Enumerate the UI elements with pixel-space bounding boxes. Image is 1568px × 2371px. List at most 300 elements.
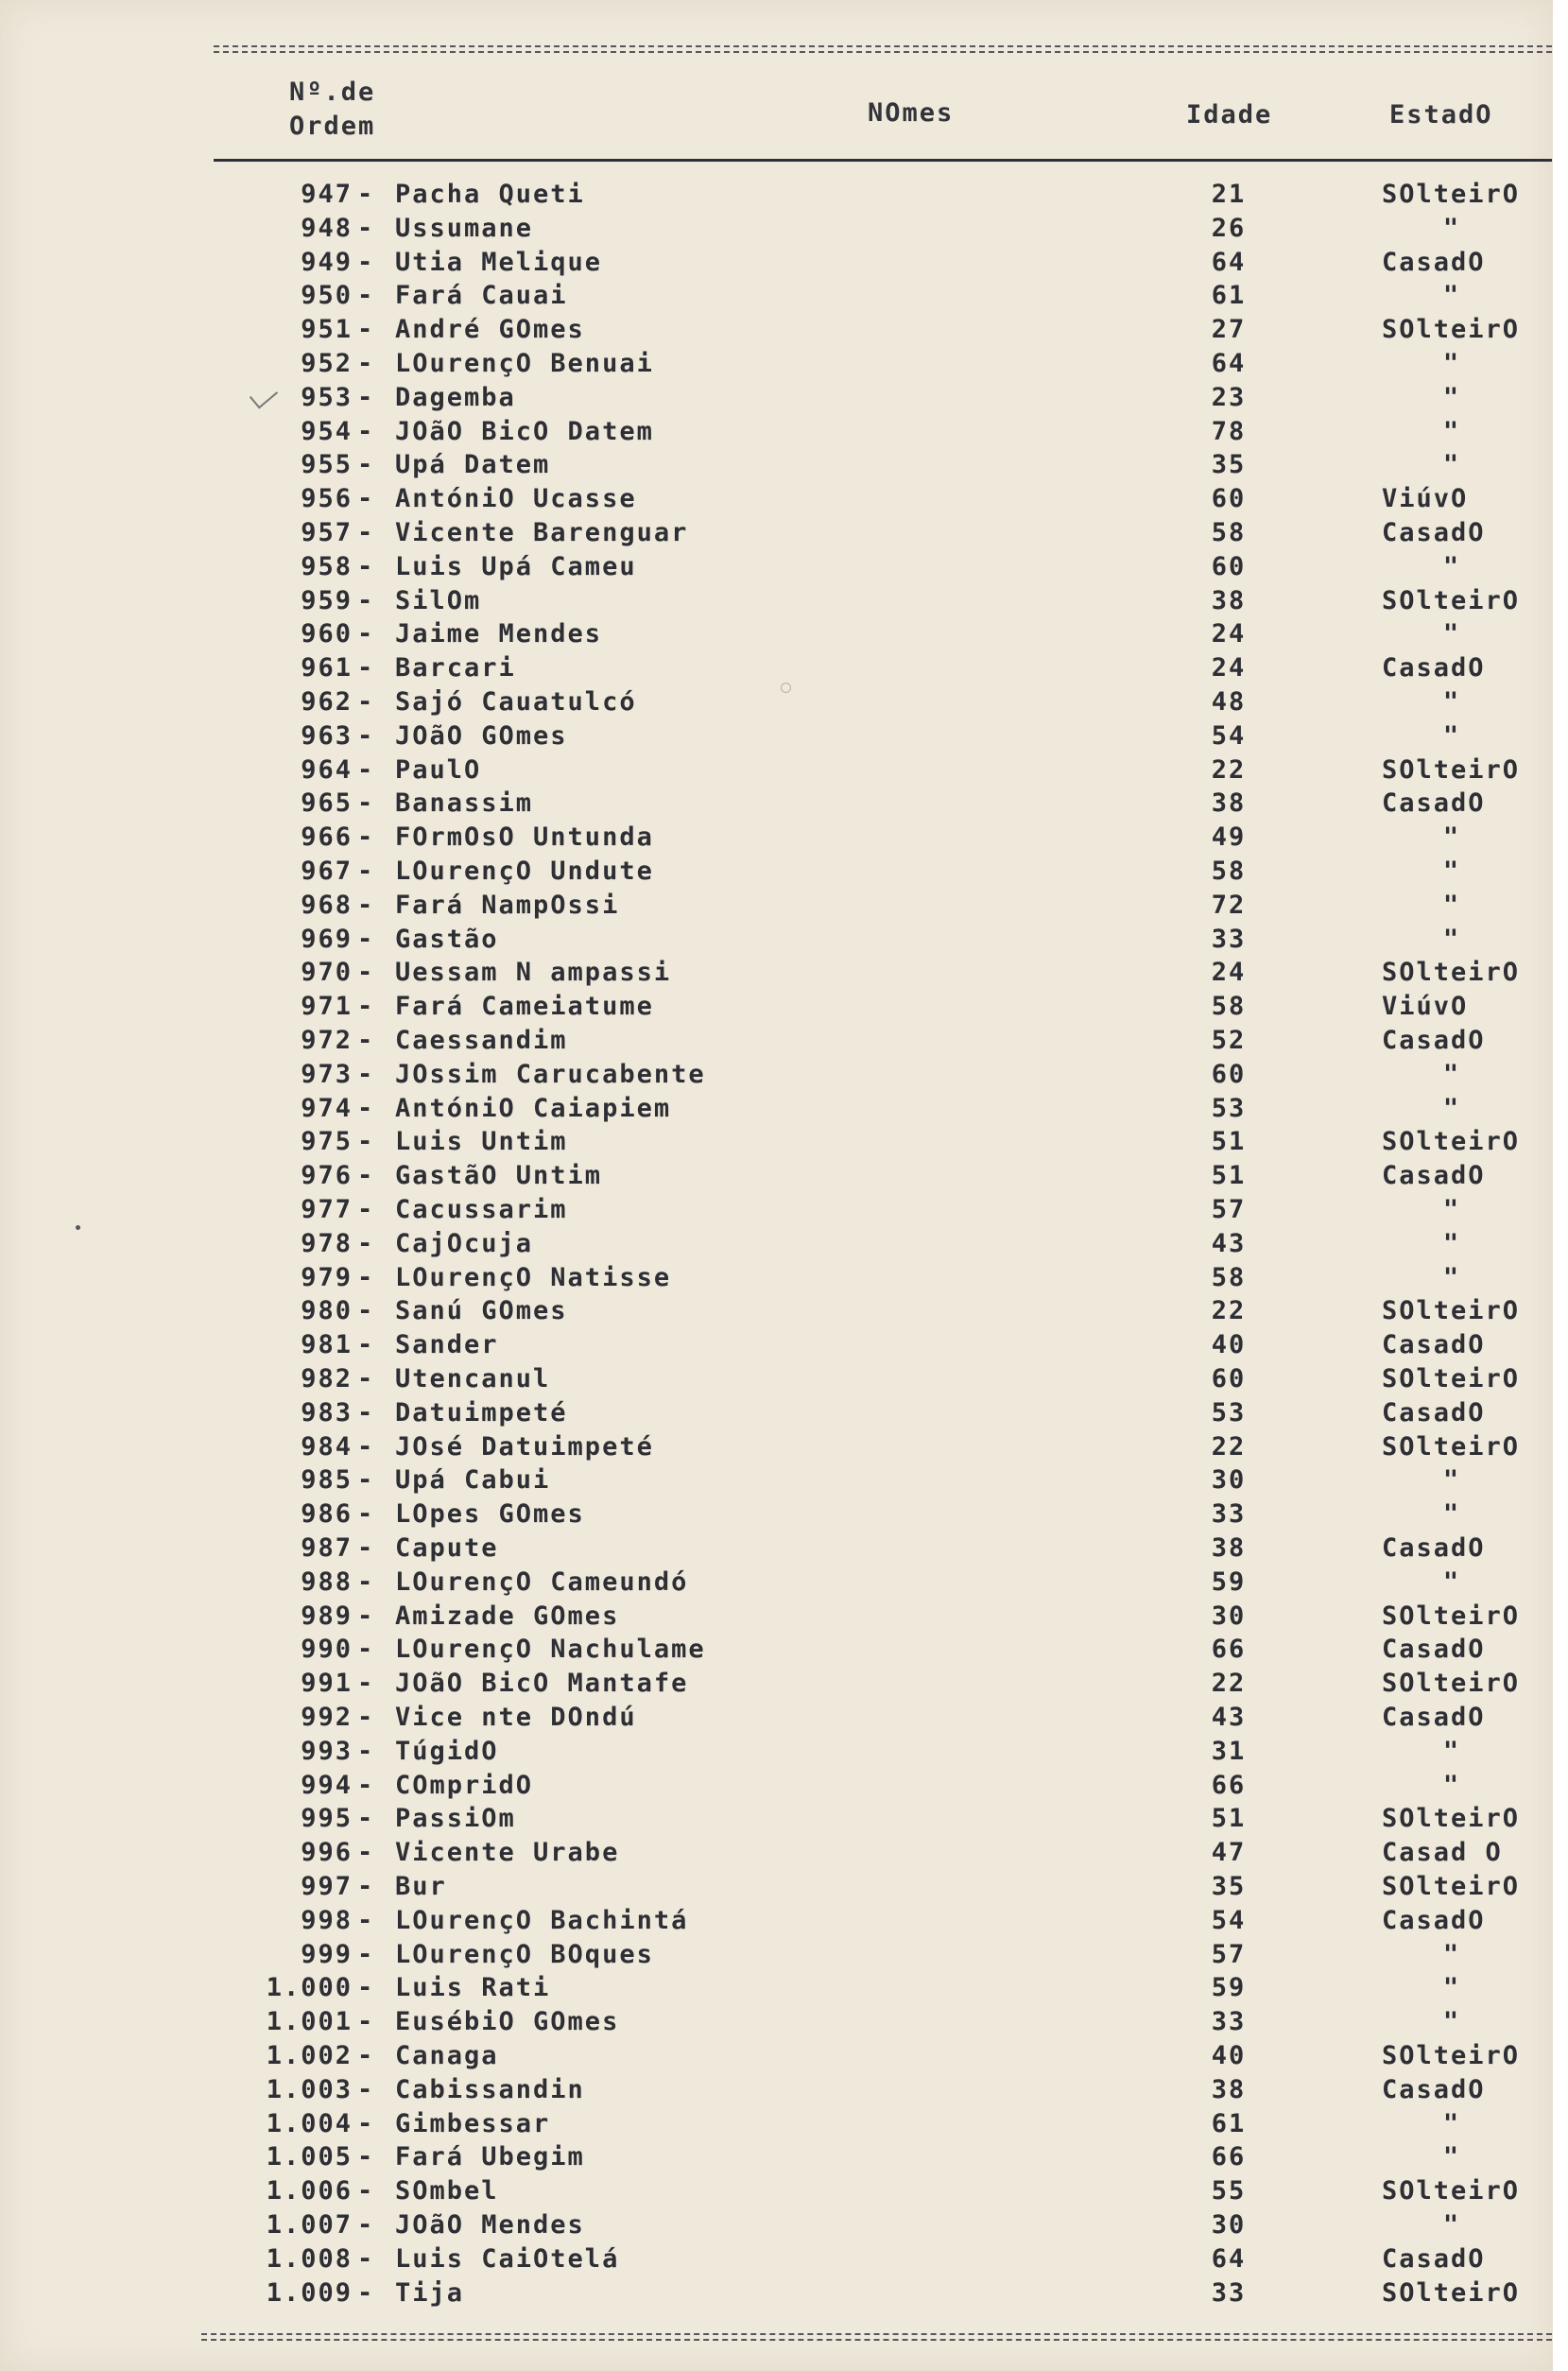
separator-dash: - <box>357 484 375 513</box>
order-number: 976 <box>301 1161 353 1190</box>
separator-dash: - <box>357 1364 375 1393</box>
order-number: 1.007 <box>266 2210 353 2240</box>
order-number: 964 <box>301 755 353 785</box>
marital-status: " <box>1442 2210 1461 2240</box>
marital-status: " <box>1442 891 1461 920</box>
table-row <box>0 925 1553 959</box>
separator-dash: - <box>357 1465 375 1495</box>
age-value: 27 <box>1211 315 1247 344</box>
order-number: 984 <box>301 1432 353 1462</box>
age-value: 53 <box>1211 1094 1247 1123</box>
order-number: 999 <box>301 1940 353 1969</box>
separator-dash: - <box>357 180 375 209</box>
person-name: Fará Cauai <box>395 281 568 310</box>
order-number: 958 <box>301 552 353 581</box>
order-number: 993 <box>301 1737 353 1766</box>
separator-dash: - <box>357 1229 375 1258</box>
age-value: 60 <box>1211 1364 1247 1393</box>
age-value: 51 <box>1211 1161 1247 1190</box>
age-value: 38 <box>1211 788 1247 818</box>
person-name: JOãO BicO Datem <box>395 417 654 446</box>
age-value: 72 <box>1211 891 1247 920</box>
table-row <box>0 687 1553 721</box>
table-row <box>0 1330 1553 1364</box>
separator-dash: - <box>357 1838 375 1867</box>
separator-dash: - <box>357 1026 375 1055</box>
person-name: Sajó Cauatulcó <box>395 687 637 717</box>
marital-status: SOlteirO <box>1382 1872 1521 1901</box>
order-number: 971 <box>301 992 353 1021</box>
order-number: 967 <box>301 857 353 886</box>
marital-status: SOlteirO <box>1382 315 1521 344</box>
order-number: 966 <box>301 822 353 852</box>
person-name: AntóniO Ucasse <box>395 484 637 513</box>
separator-dash: - <box>357 2210 375 2240</box>
order-number: 978 <box>301 1229 353 1258</box>
marital-status: " <box>1442 2109 1461 2138</box>
marital-status: " <box>1442 619 1461 649</box>
separator-dash: - <box>357 2278 375 2308</box>
marital-status: CasadO <box>1382 788 1486 818</box>
person-name: Banassim <box>395 788 534 818</box>
age-value: 38 <box>1211 586 1247 615</box>
age-value: 40 <box>1211 1330 1247 1359</box>
table-row <box>0 1973 1553 2007</box>
table-row <box>0 1296 1553 1330</box>
age-value: 33 <box>1211 2007 1247 2036</box>
separator-dash: - <box>357 721 375 751</box>
separator-dash: - <box>357 518 375 547</box>
marital-status: CasadO <box>1382 1330 1486 1359</box>
age-value: 30 <box>1211 2210 1247 2240</box>
order-number: 977 <box>301 1195 353 1224</box>
age-value: 49 <box>1211 822 1247 852</box>
person-name: Cacussarim <box>395 1195 568 1224</box>
marital-status: " <box>1442 2007 1461 2036</box>
separator-dash: - <box>357 1635 375 1664</box>
person-name: Tija <box>395 2278 465 2308</box>
page-margin <box>1553 0 1568 2371</box>
separator-dash: - <box>357 1398 375 1428</box>
age-value: 58 <box>1211 992 1247 1021</box>
person-name: LOurençO Natisse <box>395 1263 672 1292</box>
age-value: 35 <box>1211 450 1247 479</box>
separator-dash: - <box>357 1940 375 1969</box>
age-value: 54 <box>1211 721 1247 751</box>
age-value: 58 <box>1211 518 1247 547</box>
age-value: 57 <box>1211 1195 1247 1224</box>
separator-dash: - <box>357 248 375 277</box>
separator-dash: - <box>357 2007 375 2036</box>
marital-status: SOlteirO <box>1382 1127 1521 1156</box>
table-row <box>0 2210 1553 2244</box>
person-name: CajOcuja <box>395 1229 534 1258</box>
age-value: 23 <box>1211 383 1247 412</box>
marital-status: CasadO <box>1382 2075 1486 2104</box>
order-number: 1.001 <box>266 2007 353 2036</box>
person-name: Luis Untim <box>395 1127 568 1156</box>
marital-status: ViúvO <box>1382 484 1469 513</box>
marital-status: CasadO <box>1382 1906 1486 1935</box>
age-value: 64 <box>1211 2244 1247 2274</box>
age-value: 48 <box>1211 687 1247 717</box>
age-value: 55 <box>1211 2176 1247 2206</box>
person-name: EusébiO GOmes <box>395 2007 620 2036</box>
separator-dash: - <box>357 1499 375 1529</box>
header-estado: EstadO <box>1389 100 1493 130</box>
marital-status: " <box>1442 1567 1461 1597</box>
person-name: LOurençO Undute <box>395 857 654 886</box>
table-row <box>0 958 1553 992</box>
table-row <box>0 1364 1553 1398</box>
order-number: 1.004 <box>266 2109 353 2138</box>
age-value: 33 <box>1211 1499 1247 1529</box>
marital-status: CasadO <box>1382 1398 1486 1428</box>
separator-dash: - <box>357 417 375 446</box>
table-row <box>0 2075 1553 2109</box>
order-number: 992 <box>301 1703 353 1732</box>
marital-status: " <box>1442 1094 1461 1123</box>
table-row <box>0 1669 1553 1703</box>
separator-dash: - <box>357 1567 375 1597</box>
age-value: 60 <box>1211 1060 1247 1089</box>
separator-dash: - <box>357 857 375 886</box>
age-value: 40 <box>1211 2041 1247 2070</box>
marital-status: " <box>1442 349 1461 378</box>
order-number: 955 <box>301 450 353 479</box>
table-row <box>0 2176 1553 2210</box>
marital-status: " <box>1442 214 1461 243</box>
separator-dash: - <box>357 755 375 785</box>
header-nomes: NOmes <box>868 98 955 128</box>
order-number: 991 <box>301 1669 353 1698</box>
marital-status: " <box>1442 1465 1461 1495</box>
age-value: 30 <box>1211 1601 1247 1631</box>
person-name: SOmbel <box>395 2176 499 2206</box>
order-number: 1.005 <box>266 2142 353 2172</box>
order-number: 960 <box>301 619 353 649</box>
separator-dash: - <box>357 1161 375 1190</box>
separator-dash: - <box>357 1195 375 1224</box>
table-row <box>0 1263 1553 1297</box>
person-name: Cabissandin <box>395 2075 585 2104</box>
table-row <box>0 755 1553 789</box>
person-name: Upá Datem <box>395 450 551 479</box>
table-row <box>0 992 1553 1026</box>
age-value: 22 <box>1211 1296 1247 1325</box>
order-number: 979 <box>301 1263 353 1292</box>
marital-status: " <box>1442 1195 1461 1224</box>
marital-status: " <box>1442 1973 1461 2002</box>
marital-status: SOlteirO <box>1382 1669 1521 1698</box>
marital-status: CasadO <box>1382 1161 1486 1190</box>
age-value: 47 <box>1211 1838 1247 1867</box>
marital-status: SOlteirO <box>1382 1432 1521 1462</box>
order-number: 954 <box>301 417 353 446</box>
table-row <box>0 2278 1553 2312</box>
person-name: COmpridO <box>395 1771 534 1800</box>
age-value: 60 <box>1211 552 1247 581</box>
person-name: Dagemba <box>395 383 516 412</box>
table-row <box>0 1533 1553 1567</box>
table-row <box>0 1906 1553 1940</box>
person-name: FOrmOsO Untunda <box>395 822 654 852</box>
table-row <box>0 484 1553 518</box>
person-name: Canaga <box>395 2041 499 2070</box>
header-ordem-line2: Ordem <box>289 112 376 141</box>
person-name: Uessam N ampassi <box>395 958 672 987</box>
person-name: Luis Rati <box>395 1973 551 2002</box>
person-name: Fará NampOssi <box>395 891 620 920</box>
person-name: TúgidO <box>395 1737 499 1766</box>
person-name: Vicente Barenguar <box>395 518 689 547</box>
age-value: 78 <box>1211 417 1247 446</box>
person-name: Utia Melique <box>395 248 603 277</box>
separator-dash: - <box>357 822 375 852</box>
marital-status: SOlteirO <box>1382 958 1521 987</box>
marital-status: Casad O <box>1382 1838 1503 1867</box>
person-name: JOssim Carucabente <box>395 1060 706 1089</box>
order-number: 990 <box>301 1635 353 1664</box>
table-row <box>0 552 1553 586</box>
table-row <box>0 1601 1553 1635</box>
marital-status: SOlteirO <box>1382 2041 1521 2070</box>
table-row <box>0 788 1553 822</box>
person-name: Bur <box>395 1872 447 1901</box>
person-name: JOãO GOmes <box>395 721 568 751</box>
order-number: 947 <box>301 180 353 209</box>
order-number: 989 <box>301 1601 353 1631</box>
order-number: 970 <box>301 958 353 987</box>
separator-dash: - <box>357 992 375 1021</box>
separator-dash: - <box>357 1669 375 1698</box>
order-number: 949 <box>301 248 353 277</box>
age-value: 24 <box>1211 653 1247 683</box>
person-name: JOsé Datuimpeté <box>395 1432 654 1462</box>
person-name: LOurençO Cameundó <box>395 1567 689 1597</box>
marital-status: " <box>1442 687 1461 717</box>
table-row <box>0 1635 1553 1669</box>
person-name: Barcari <box>395 653 516 683</box>
marital-status: " <box>1442 1499 1461 1529</box>
age-value: 61 <box>1211 281 1247 310</box>
order-number: 951 <box>301 315 353 344</box>
separator-dash: - <box>357 619 375 649</box>
table-row <box>0 653 1553 687</box>
order-number: 962 <box>301 687 353 717</box>
person-name: PaulO <box>395 755 482 785</box>
order-number: 952 <box>301 349 353 378</box>
marital-status: " <box>1442 857 1461 886</box>
person-name: Vicente Urabe <box>395 1838 620 1867</box>
header-idade: Idade <box>1186 100 1273 130</box>
person-name: SilOm <box>395 586 482 615</box>
order-number: 973 <box>301 1060 353 1089</box>
table-row <box>0 1703 1553 1737</box>
person-name: Amizade GOmes <box>395 1601 620 1631</box>
person-name: JOãO BicO Mantafe <box>395 1669 689 1698</box>
marital-status: " <box>1442 925 1461 954</box>
person-name: Datuimpeté <box>395 1398 568 1428</box>
marital-status: CasadO <box>1382 2244 1486 2274</box>
age-value: 21 <box>1211 180 1247 209</box>
table-row <box>0 2007 1553 2041</box>
marital-status: " <box>1442 417 1461 446</box>
table-row <box>0 281 1553 315</box>
marital-status: CasadO <box>1382 653 1486 683</box>
separator-dash: - <box>357 687 375 717</box>
order-number: 1.008 <box>266 2244 353 2274</box>
table-row <box>0 248 1553 282</box>
order-number: 982 <box>301 1364 353 1393</box>
marital-status: " <box>1442 2142 1461 2172</box>
separator-dash: - <box>357 1771 375 1800</box>
table-row <box>0 721 1553 755</box>
order-number: 963 <box>301 721 353 751</box>
marital-status: SOlteirO <box>1382 1601 1521 1631</box>
table-row <box>0 417 1553 451</box>
order-number: 975 <box>301 1127 353 1156</box>
age-value: 33 <box>1211 2278 1247 2308</box>
separator-dash: - <box>357 1872 375 1901</box>
marital-status: " <box>1442 1060 1461 1089</box>
order-number: 1.009 <box>266 2278 353 2308</box>
person-name: GastãO Untim <box>395 1161 603 1190</box>
age-value: 43 <box>1211 1703 1247 1732</box>
order-number: 1.006 <box>266 2176 353 2206</box>
age-value: 57 <box>1211 1940 1247 1969</box>
marital-status: " <box>1442 383 1461 412</box>
marital-status: " <box>1442 1737 1461 1766</box>
person-name: LOurençO Bachintá <box>395 1906 689 1935</box>
marital-status: " <box>1442 1940 1461 1969</box>
age-value: 33 <box>1211 925 1247 954</box>
separator-dash: - <box>357 1804 375 1833</box>
person-name: AntóniO Caiapiem <box>395 1094 672 1123</box>
table-row <box>0 1195 1553 1229</box>
table-row <box>0 857 1553 891</box>
separator-dash: - <box>357 2244 375 2274</box>
order-number: 996 <box>301 1838 353 1867</box>
order-number: 980 <box>301 1296 353 1325</box>
age-value: 58 <box>1211 1263 1247 1292</box>
person-name: Fará Ubegim <box>395 2142 585 2172</box>
separator-dash: - <box>357 1094 375 1123</box>
age-value: 60 <box>1211 484 1247 513</box>
table-row <box>0 1737 1553 1771</box>
person-name: Utencanul <box>395 1364 551 1393</box>
age-value: 64 <box>1211 248 1247 277</box>
person-name: Caessandim <box>395 1026 568 1055</box>
age-value: 66 <box>1211 1635 1247 1664</box>
table-row <box>0 383 1553 417</box>
separator-dash: - <box>357 653 375 683</box>
header-ordem-line1: Nº.de <box>289 78 376 107</box>
person-name: Luis CaiOtelá <box>395 2244 620 2274</box>
age-value: 54 <box>1211 1906 1247 1935</box>
table-row <box>0 2244 1553 2278</box>
age-value: 22 <box>1211 1432 1247 1462</box>
separator-dash: - <box>357 2041 375 2070</box>
order-number: 998 <box>301 1906 353 1935</box>
table-row <box>0 1465 1553 1499</box>
marital-status: " <box>1442 450 1461 479</box>
separator-dash: - <box>357 214 375 243</box>
table-row <box>0 1161 1553 1195</box>
separator-dash: - <box>357 891 375 920</box>
order-number: 969 <box>301 925 353 954</box>
order-number: 997 <box>301 1872 353 1901</box>
age-value: 43 <box>1211 1229 1247 1258</box>
table-row <box>0 586 1553 620</box>
separator-dash: - <box>357 788 375 818</box>
person-name: Capute <box>395 1533 499 1563</box>
age-value: 24 <box>1211 619 1247 649</box>
separator-dash: - <box>357 1973 375 2002</box>
order-number: 959 <box>301 586 353 615</box>
table-row <box>0 1060 1553 1094</box>
marital-status: " <box>1442 552 1461 581</box>
person-name: Luis Upá Cameu <box>395 552 637 581</box>
table-row <box>0 1229 1553 1263</box>
person-name: PassiOm <box>395 1804 516 1833</box>
order-number: 1.003 <box>266 2075 353 2104</box>
table-row <box>0 2142 1553 2176</box>
age-value: 22 <box>1211 1669 1247 1698</box>
order-number: 986 <box>301 1499 353 1529</box>
table-row <box>0 822 1553 857</box>
person-name: Vice nte DOndú <box>395 1703 637 1732</box>
separator-dash: - <box>357 1127 375 1156</box>
marital-status: CasadO <box>1382 1635 1486 1664</box>
separator-dash: - <box>357 1703 375 1732</box>
marital-status: CasadO <box>1382 1703 1486 1732</box>
marital-status: CasadO <box>1382 248 1486 277</box>
marital-status: CasadO <box>1382 518 1486 547</box>
age-value: 51 <box>1211 1804 1247 1833</box>
person-name: Pacha Queti <box>395 180 585 209</box>
table-row <box>0 1499 1553 1533</box>
separator-dash: - <box>357 1737 375 1766</box>
age-value: 61 <box>1211 2109 1247 2138</box>
table-row <box>0 518 1553 552</box>
order-number: 981 <box>301 1330 353 1359</box>
table-row <box>0 1398 1553 1432</box>
order-number: 956 <box>301 484 353 513</box>
person-name: LOurençO BOques <box>395 1940 654 1969</box>
table-row <box>0 1804 1553 1838</box>
order-number: 950 <box>301 281 353 310</box>
separator-dash: - <box>357 925 375 954</box>
order-number: 965 <box>301 788 353 818</box>
marital-status: SOlteirO <box>1382 1364 1521 1393</box>
person-name: Upá Cabui <box>395 1465 551 1495</box>
marital-status: " <box>1442 1263 1461 1292</box>
separator-dash: - <box>357 383 375 412</box>
order-number: 994 <box>301 1771 353 1800</box>
marital-status: SOlteirO <box>1382 586 1521 615</box>
separator-dash: - <box>357 2142 375 2172</box>
marital-status: SOlteirO <box>1382 2176 1521 2206</box>
table-row <box>0 450 1553 484</box>
header-rule <box>214 159 1552 162</box>
table-row <box>0 619 1553 653</box>
marital-status: CasadO <box>1382 1026 1486 1055</box>
separator-dash: - <box>357 2075 375 2104</box>
separator-dash: - <box>357 1296 375 1325</box>
order-number: 995 <box>301 1804 353 1833</box>
order-number: 968 <box>301 891 353 920</box>
